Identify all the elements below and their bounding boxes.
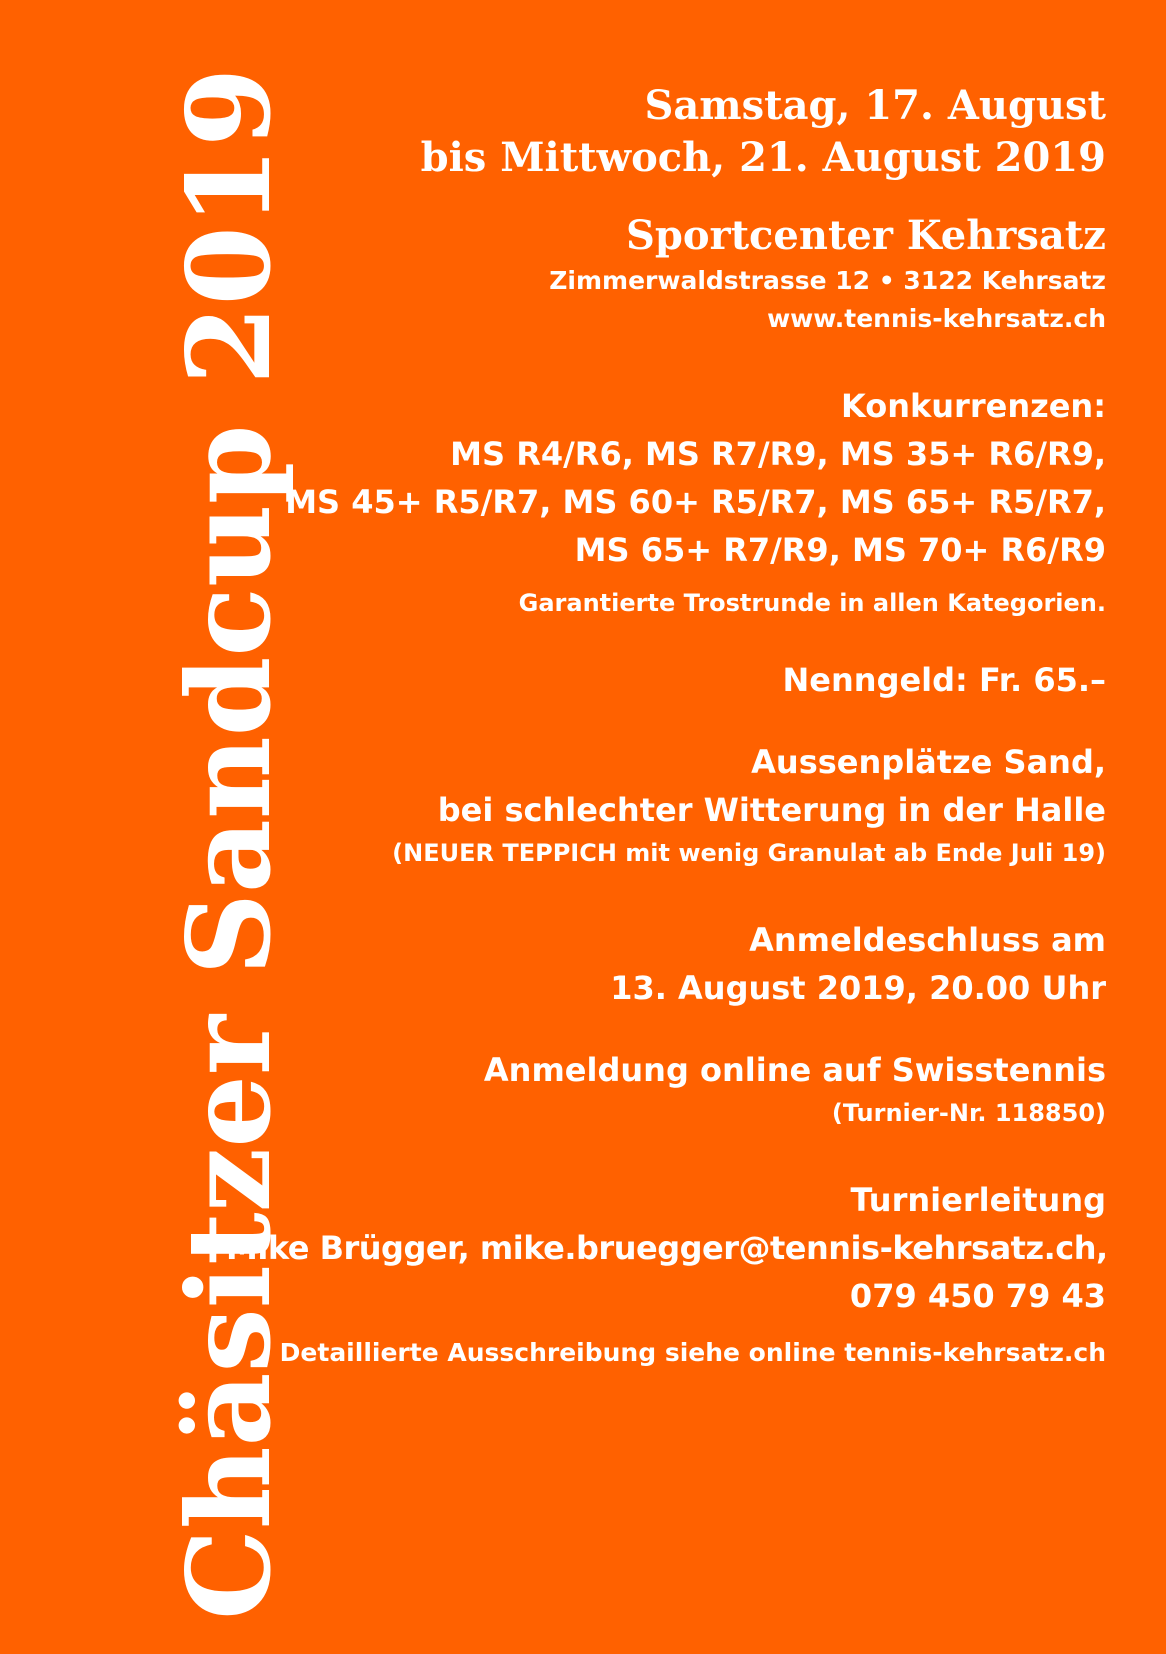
director-contact: Mike Brügger, mike.bruegger@tennis-kehrsatz.ch, [226, 1229, 1108, 1267]
deadline-line: Anmeldeschluss am [749, 921, 1106, 959]
flyer-content [226, 80, 1106, 1372]
courts-block [226, 738, 1106, 872]
director-block [226, 1176, 1106, 1320]
footer-note: Detaillierte Ausschreibung siehe online tennis-kehrsatz.ch [279, 1338, 1106, 1367]
entry-fee: Nenngeld: Fr. 65.– [782, 661, 1106, 699]
event-title: Chäsitzer Sandcup 2019 [162, 67, 296, 1620]
tournament-number: (Turnier-Nr. 118850) [831, 1099, 1106, 1127]
competitions-line: MS 65+ R7/R9, MS 70+ R6/R9 [574, 531, 1106, 569]
venue-address: Zimmerwaldstrasse 12 • 3122 Kehrsatz [549, 266, 1106, 295]
venue-block [226, 210, 1106, 338]
footer-block [226, 1334, 1106, 1372]
registration-line: Anmeldung online auf Swisstennis [483, 1051, 1106, 1089]
director-label: Turnierleitung [850, 1181, 1106, 1219]
competitions-line: MS 45+ R5/R7, MS 60+ R5/R7, MS 65+ R5/R7, [285, 483, 1106, 521]
venue-website: www.tennis-kehrsatz.ch [767, 304, 1106, 333]
dates-line-end: bis Mittwoch, 21. August 2019 [420, 134, 1106, 181]
courts-line: Aussenplätze Sand, [751, 743, 1106, 781]
director-phone: 079 450 79 43 [849, 1277, 1106, 1315]
deadline-line: 13. August 2019, 20.00 Uhr [610, 969, 1106, 1007]
competitions-note: Garantierte Trostrunde in allen Kategorien. [518, 589, 1106, 617]
competitions-line: MS R4/R6, MS R7/R9, MS 35+ R6/R9, [450, 435, 1106, 473]
dates-line-start: Samstag, 17. August [644, 82, 1106, 129]
deadline-block [226, 916, 1106, 1012]
registration-block [226, 1046, 1106, 1132]
event-dates [226, 80, 1106, 184]
competitions-label: Konkurrenzen: [840, 387, 1106, 425]
fee-block [226, 656, 1106, 704]
competitions-block [226, 382, 1106, 622]
courts-line: bei schlechter Witterung in der Halle [437, 791, 1106, 829]
venue-name: Sportcenter Kehrsatz [625, 212, 1106, 259]
courts-note: (NEUER TEPPICH mit wenig Granulat ab Ende Juli 19) [392, 839, 1106, 867]
